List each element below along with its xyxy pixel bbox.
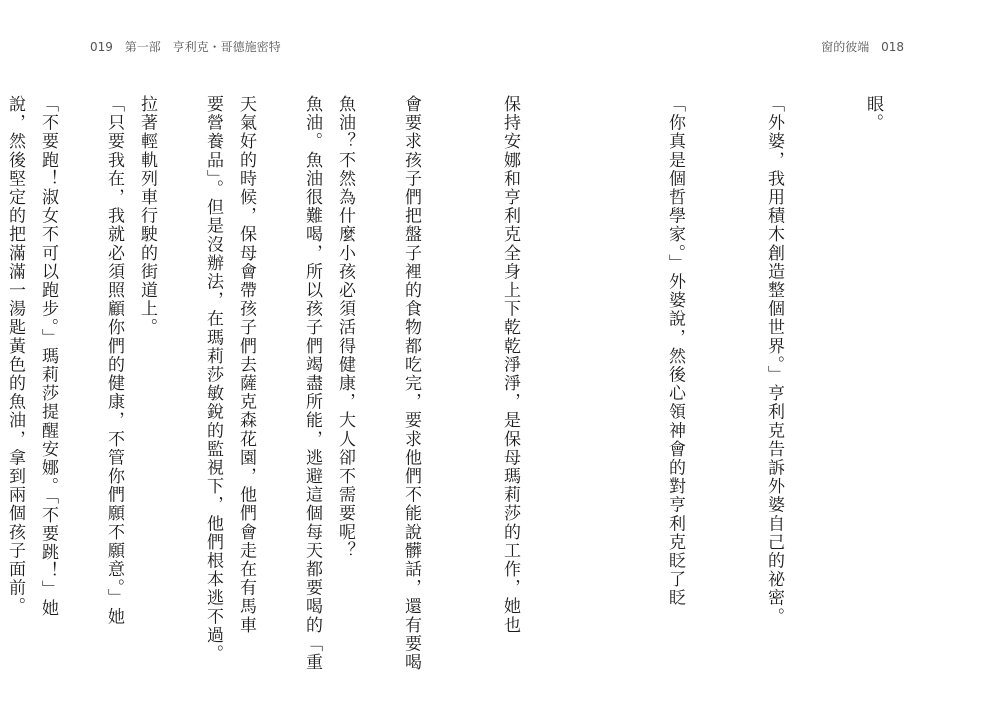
text-line: 「只要我在，我就必須照顧你們的健康，不管你們願不願意。」她	[104, 95, 124, 626]
text-line: 說，然後堅定的把滿滿一湯匙黃色的魚油，拿到兩個孩子面前。	[5, 95, 25, 616]
page-gutter	[499, 0, 500, 710]
text-line: 保持安娜和亨利克全身上下乾乾淨淨，是保母瑪莉莎的工作，她也	[500, 95, 520, 635]
left-page-header	[90, 38, 289, 55]
right-page-header	[813, 38, 904, 55]
text-line: 拉著輕軌列車行駛的街道上。	[137, 95, 157, 337]
left-page-body	[38, 95, 427, 672]
text-line: 會要求孩子們把盤子裡的食物都吃完，要求他們不能說髒話，還有要喝	[401, 95, 421, 672]
chapter-title: 亨利克・哥德施密特	[172, 40, 281, 54]
text-line: 天氣好的時候，保母會帶孩子們去薩克森花園，他們會走在有馬車	[236, 95, 256, 635]
text-line: 魚油？不然為什麼小孩必須活得健康，大人卻不需要呢？	[335, 95, 355, 560]
text-line: 「外婆，我用積木創造整個世界。」亨利克告訴外婆自己的祕密。	[764, 95, 784, 626]
right-page-number: 018	[881, 40, 904, 54]
text-line: 眼。	[863, 95, 883, 133]
text-line: 要營養品」。但是沒辦法，在瑪莉莎敏銳的監視下，他們根本逃不過。	[203, 95, 223, 664]
left-page-number: 019	[90, 40, 113, 54]
book-title: 窗的彼端	[821, 40, 870, 54]
text-line: 「你真是個哲學家。」外婆說，然後心領神會的對亨利克眨了眨	[665, 95, 685, 608]
text-line: 魚油。魚油很難喝，所以孩子們竭盡所能，逃避這個每天都要喝的「重	[302, 95, 322, 672]
part-label: 第一部	[124, 40, 161, 54]
text-line: 「不要跑！淑女不可以跑步。」瑪莉莎提醒安娜。「不要跳！」她	[38, 95, 58, 618]
